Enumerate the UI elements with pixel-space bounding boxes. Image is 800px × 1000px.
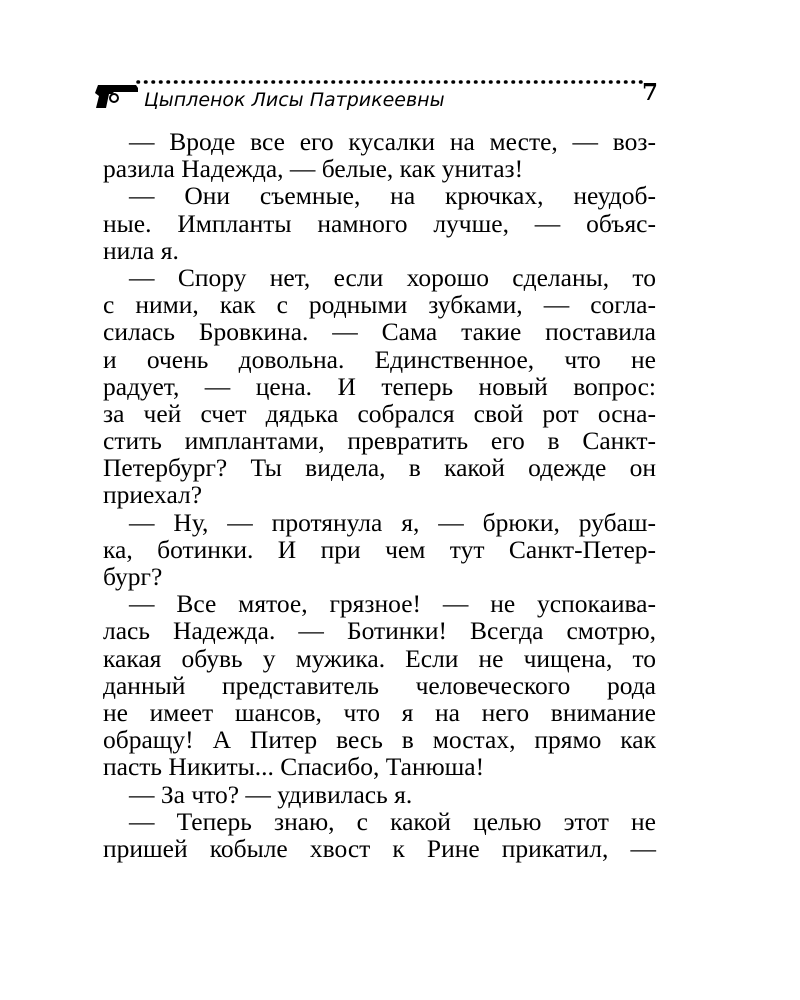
text-line: обращу! А Питер весь в мостах, прямо как [103,725,656,755]
text-line: за чей счет дядька собрался свой рот осна- [103,398,656,428]
text-line: ка, ботинки. И при чем тут Санкт-Петер- [103,534,656,564]
text-line: — Все мятое, грязное! — не успокаива- [129,589,656,619]
text-line: данный представитель человеческого рода [103,670,656,700]
text-line: — Они съемные, на крючках, неудоб- [129,181,656,211]
text-line: радует, — цена. И теперь новый вопрос: [103,371,656,401]
text-line: приехал? [103,480,203,510]
text-line: — Ну, — протянула я, — брюки, рубаш- [129,507,656,537]
text-line: — Вроде все его кусалки на месте, — воз- [129,127,656,156]
body-text [103,128,656,862]
header-dotted-rule [136,78,644,86]
text-line: — Теперь знаю, с какой целью этот не [129,806,656,836]
text-line: пасть Никиты... Спасибо, Танюша! [103,752,485,782]
running-title: Цыпленок Лисы Патрикеевны [144,89,445,111]
text-line: ные. Импланты намного лучше, — объяс- [103,208,656,238]
text-line: Петербург? Ты видела, в какой одежде он [103,453,656,483]
text-line: какая обувь у мужика. Если не чищена, то [103,643,656,673]
text-line: разила Надежда, — белые, как унитаз! [103,154,524,184]
text-line: с ними, как с родными зубками, — согла- [103,290,656,320]
text-line: и очень довольна. Единственное, что не [103,344,656,374]
revolver-icon [92,82,142,110]
text-line: — За что? — удивилась я. [129,779,413,809]
text-line: стить имплантами, превратить его в Санкт- [103,426,656,456]
text-line: нила я. [103,235,179,265]
text-line: бург? [103,562,163,591]
text-line: — Спору нет, если хорошо сделаны, то [129,262,656,292]
page-number: 7 [641,79,658,106]
text-line: силась Бровкина. — Сама такие поставила [103,317,656,347]
page-header [92,78,660,118]
text-line: лась Надежда. — Ботинки! Всегда смотрю, [103,616,656,646]
text-line: пришей кобыле хвост к Рине прикатил, — [103,833,656,863]
text-line: не имеет шансов, что я на него внимание [103,697,656,727]
